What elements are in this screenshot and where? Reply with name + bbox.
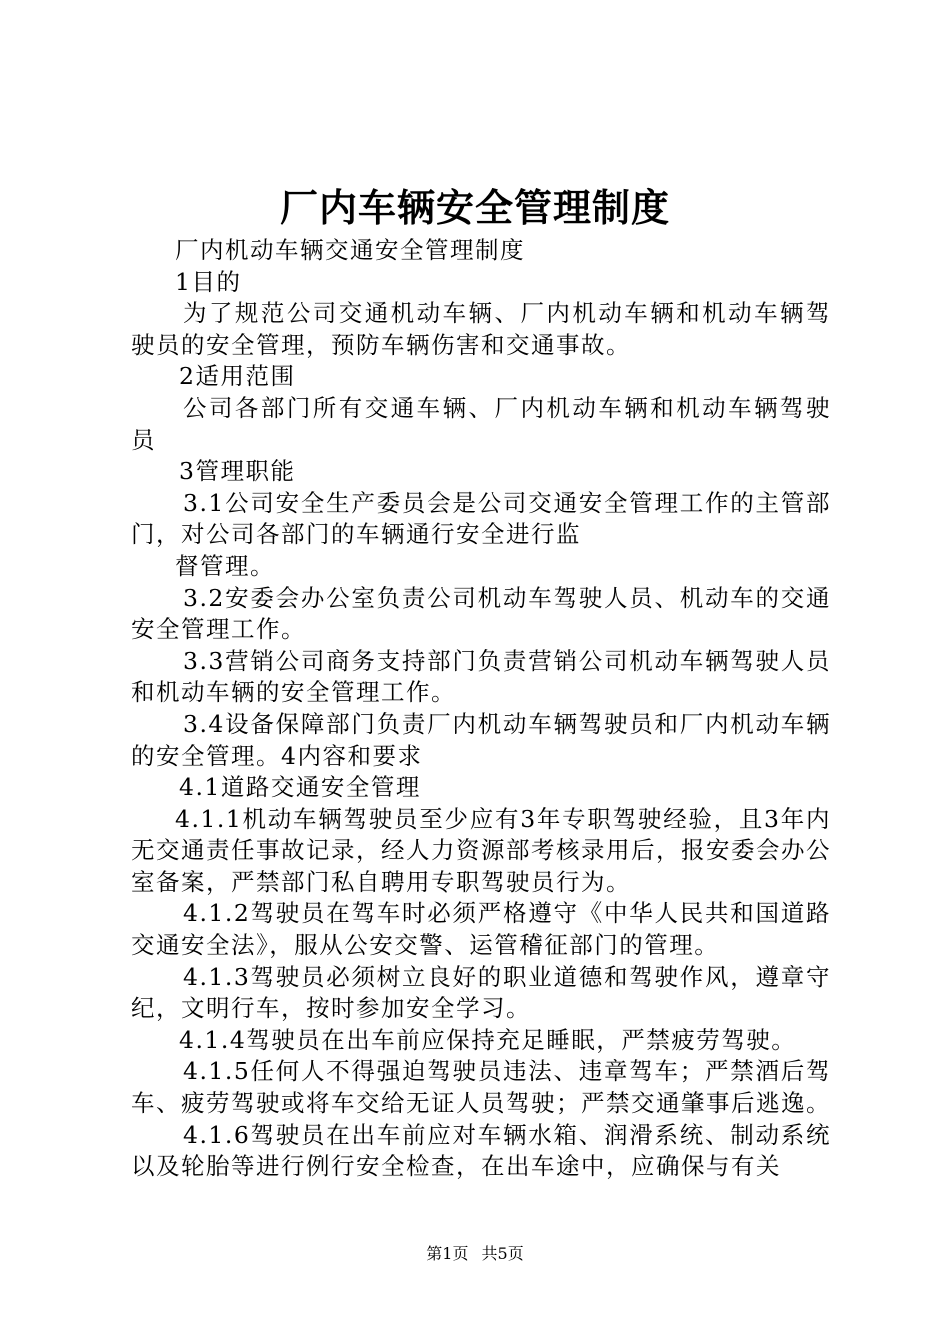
paragraph-scope: 公司各部门所有交通车辆、厂内机动车辆和机动车辆驾驶员 [131,393,831,454]
section-heading-responsibilities: 3管理职能 [179,457,296,486]
paragraph-4-1-4: 4.1.4驾驶员在出车前应保持充足睡眠，严禁疲劳驾驶。 [179,1025,797,1054]
paragraph-4-1-2: 4.1.2驾驶员在驾车时必须严格遵守《中华人民共和国道路交通安全法》，服从公安交警、运管稽征部门的管理。 [131,899,831,960]
paragraph-3-3: 3.3营销公司商务支持部门负责营销公司机动车辆驾驶人员和机动车辆的安全管理工作。 [131,646,831,707]
page-footer [0,1243,950,1265]
document-title: 厂内车辆安全管理制度 [279,185,670,230]
paragraph-4-1-1: 4.1.1机动车辆驾驶员至少应有3年专职驾驶经验，且3年内无交通责任事故记录，经人力资源部考核录用后，报安委会办公室备案，严禁部门私自聘用专职驾驶员行为。 [131,804,831,896]
paragraph-purpose: 为了规范公司交通机动车辆、厂内机动车辆和机动车辆驾驶员的安全管理，预防车辆伤害和交通事故。 [131,299,831,359]
subtitle-paragraph: 厂内机动车辆交通安全管理制度 [175,236,525,264]
section-heading-4-1: 4.1道路交通安全管理 [179,773,421,802]
paragraph-3-1: 3.1公司安全生产委员会是公司交通安全管理工作的主管部门，对公司各部门的车辆通行安全进行监 [131,488,831,549]
paragraph-4-1-5: 4.1.5任何人不得强迫驾驶员违法、违章驾车；严禁酒后驾车、疲劳驾驶或将车交给无证人员驾驶；严禁交通肇事后逃逸。 [131,1057,831,1118]
paragraph-3-2: 3.2安委会办公室负责公司机动车驾驶人员、机动车的交通安全管理工作。 [131,583,831,644]
section-heading-scope: 2适用范围 [179,362,296,391]
page-total: 共5页 [481,1244,524,1263]
page-number: 第1页 [426,1244,469,1263]
paragraph-3-4: 3.4设备保障部门负责厂内机动车辆驾驶员和厂内机动车辆的安全管理。4内容和要求 [131,709,831,770]
paragraph-3-1-continued: 督管理。 [175,551,275,580]
paragraph-4-1-3: 4.1.3驾驶员必须树立良好的职业道德和驾驶作风，遵章守纪，文明行车，按时参加安全学习。 [131,962,831,1023]
section-heading-purpose: 1目的 [175,267,242,296]
paragraph-4-1-6: 4.1.6驾驶员在出车前应对车辆水箱、润滑系统、制动系统以及轮胎等进行例行安全检查，在出车途中，应确保与有关 [131,1120,831,1181]
document-body [131,235,831,1183]
